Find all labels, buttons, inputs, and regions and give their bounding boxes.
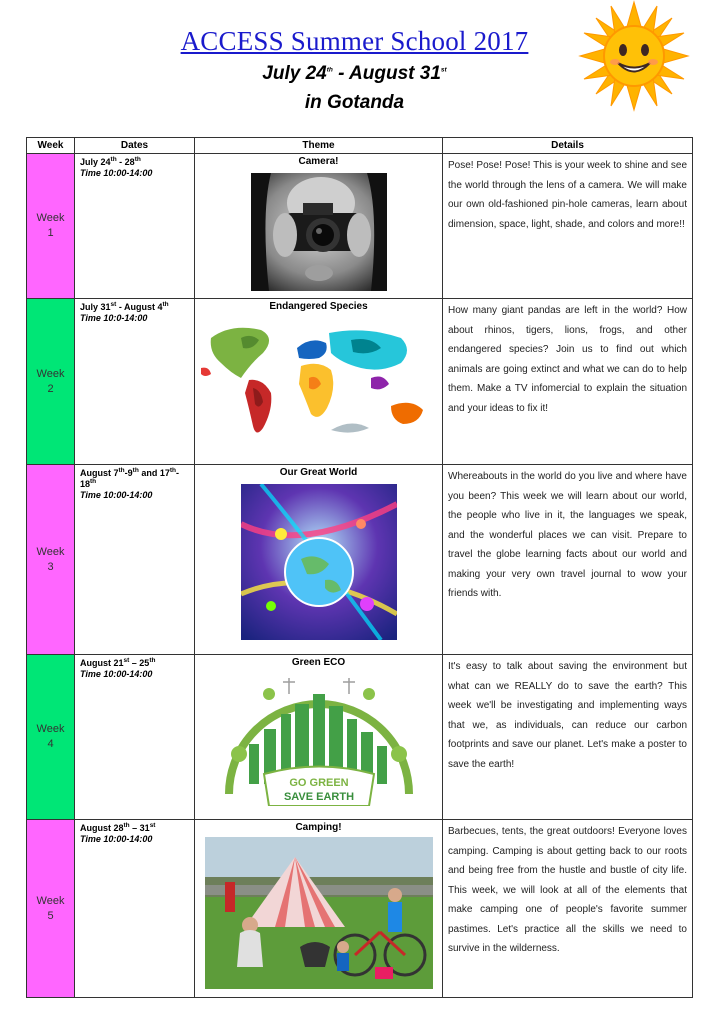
world-map-animals-image bbox=[201, 318, 437, 446]
schedule-table bbox=[26, 137, 693, 998]
table-row bbox=[27, 655, 693, 820]
badge-text-2: SAVE EARTH bbox=[283, 791, 354, 803]
details-cell: Whereabouts in the world do you live and where have you been? This week we will learn about our world, the people who live in it, the languages we speak, and the wonderful places we can visit. Prepare to travel the globe learning facts about our world and making your very own travel journal to wow your friends with. bbox=[443, 465, 693, 655]
week-label: Week bbox=[36, 894, 65, 907]
details-cell: Barbecues, tents, the great outdoors! Everyone loves camping. Camping is about getting back to our roots and being free from the hustle and bustle of city life. This week, we will look at all of the elements that make camping one of people's favorite summer pastimes. Let's practice all the skills we need to survive in the wilderness. bbox=[443, 820, 693, 998]
theme-title: Camera! bbox=[298, 156, 339, 167]
theme-cell bbox=[195, 299, 443, 465]
week-cell bbox=[27, 299, 75, 465]
week-label: Week bbox=[36, 545, 65, 558]
location-subtitle: in Gotanda bbox=[304, 92, 405, 113]
theme-cell bbox=[195, 465, 443, 655]
time-text: Time 10:00-14:00 bbox=[80, 168, 153, 178]
details-cell: Pose! Pose! Pose! This is your week to shine and see the world through the lens of a camera. We will make our own old-fashioned pin-hole cameras, learn about dimension, space, light, shade, and colors and more!! bbox=[443, 154, 693, 299]
week-number: 1 bbox=[47, 227, 54, 239]
time-text: Time 10:00-14:00 bbox=[80, 669, 153, 679]
week-cell bbox=[27, 154, 75, 299]
week-number: 3 bbox=[47, 560, 54, 573]
camping-photo-image bbox=[205, 837, 433, 989]
table-row bbox=[27, 820, 693, 998]
globe-illustration-image bbox=[241, 484, 397, 640]
theme-title: Green ECO bbox=[291, 657, 346, 668]
dates-text: August 7th-9th and 17th-18th bbox=[80, 467, 179, 489]
week-number: 2 bbox=[47, 382, 54, 395]
week-cell bbox=[27, 465, 75, 655]
dates-text: August 21st – 25th bbox=[80, 657, 156, 668]
theme-title: Endangered Species bbox=[269, 301, 368, 312]
table-row bbox=[27, 299, 693, 465]
week-label: Week bbox=[36, 212, 65, 224]
details-cell: It's easy to talk about saving the environment but what can we REALLY do to save the earth? This week we'll be investigating and implementing ways that we, as individuals, can reduce our carbon footprints and save our planet. Let's make a poster to save the earth! bbox=[443, 655, 693, 820]
week-number: 4 bbox=[47, 738, 54, 750]
theme-cell bbox=[195, 154, 443, 299]
table-header-row bbox=[27, 138, 693, 154]
table-row bbox=[27, 154, 693, 299]
dates-text: July 24th - 28th bbox=[80, 156, 141, 167]
time-text: Time 10:0-14:00 bbox=[80, 313, 148, 323]
theme-title: Our Great World bbox=[279, 467, 358, 478]
week-label: Week bbox=[36, 723, 65, 735]
week-cell bbox=[27, 820, 75, 998]
week-label: Week bbox=[36, 367, 65, 380]
dates-text: August 28th – 31st bbox=[80, 822, 156, 833]
dates-text: July 31st - August 4th bbox=[80, 301, 169, 312]
week-cell bbox=[27, 655, 75, 820]
week-number: 5 bbox=[47, 909, 54, 922]
dates-cell bbox=[75, 820, 195, 998]
dates-cell bbox=[75, 299, 195, 465]
date-range-subtitle: July 24th - August 31st bbox=[262, 63, 447, 84]
table-row bbox=[27, 465, 693, 655]
column-header-week: Week bbox=[27, 138, 75, 154]
column-header-theme: Theme bbox=[195, 138, 443, 154]
page-title: ACCESS Summer School 2017 bbox=[180, 26, 529, 56]
column-header-details: Details bbox=[443, 138, 693, 154]
sun-icon bbox=[578, 0, 690, 112]
time-text: Time 10:00-14:00 bbox=[80, 834, 153, 844]
badge-text-1: GO GREEN bbox=[288, 777, 349, 789]
theme-cell bbox=[195, 655, 443, 820]
dates-cell bbox=[75, 465, 195, 655]
time-text: Time 10:00-14:00 bbox=[80, 490, 153, 500]
dates-cell bbox=[75, 655, 195, 820]
camera-photo-image bbox=[251, 173, 387, 291]
go-green-earth-image bbox=[209, 674, 429, 806]
column-header-dates: Dates bbox=[75, 138, 195, 154]
dates-cell bbox=[75, 154, 195, 299]
theme-cell bbox=[195, 820, 443, 998]
theme-title: Camping! bbox=[295, 822, 342, 833]
details-cell: How many giant pandas are left in the world? How about rhinos, tigers, lions, frogs, and other endangered species? Join us to find out which animals are going extinct and what we can do to help them. Make a TV infomercial to explain the situation and your ideas to fix it! bbox=[443, 299, 693, 465]
